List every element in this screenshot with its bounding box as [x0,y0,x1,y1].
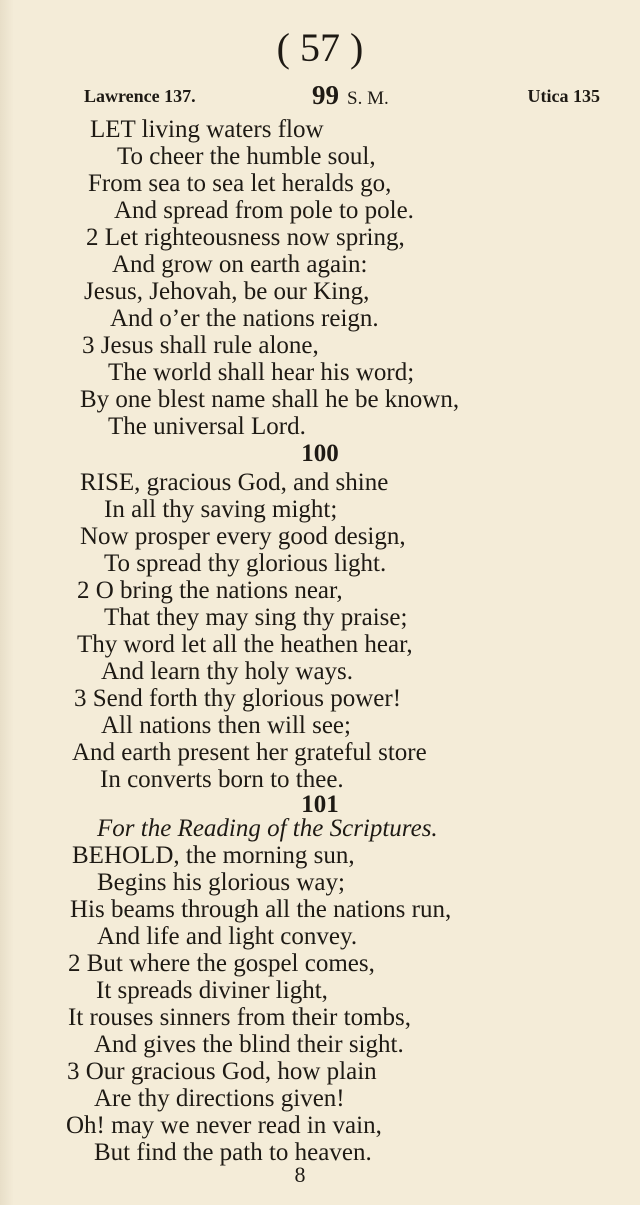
hymn-100-line-7: Thy word let all the heathen hear, [77,631,413,658]
meter: S. M. [347,88,389,109]
hymn-100-line-2: In all thy saving might; [104,496,338,523]
hymn-99-line-12: The universal Lord. [108,413,306,440]
hymn-101-line-8: And gives the blind their sight. [94,1031,404,1058]
hymn-101-line-2: Begins his glorious way; [97,869,345,896]
hymn-100-line-4: To spread thy glorious light. [104,550,387,577]
hymn-100-line-6: That they may sing thy praise; [104,604,408,631]
hymn-99-line-8: And o’er the nations reign. [110,305,379,332]
tune-right: Utica 135 [527,86,600,106]
hymn-99-line-6: And grow on earth again: [112,251,368,278]
hymn-101-line-4: And life and light convey. [97,923,358,950]
hymn-101-line-10: Are thy directions given! [94,1085,345,1112]
hymn-101-line-11: Oh! may we never read in vain, [66,1112,382,1139]
hymn-101-line-6: It spreads diviner light, [96,977,328,1004]
hymn-100-line-9: 3 Send forth thy glorious power! [74,685,402,712]
page-number: ( 57 ) [276,25,364,70]
hymn-101-line-5: 2 But where the gospel comes, [68,950,375,977]
hymn-100-line-8: And learn thy holy ways. [101,658,354,685]
hymn-99-line-9: 3 Jesus shall rule alone, [82,332,319,359]
hymn-99-line-7: Jesus, Jehovah, be our King, [84,278,370,305]
hymn-100-line-11: And earth present her grateful store [72,739,427,766]
hymn-100-line-3: Now prosper every good design, [80,523,406,550]
hymn-100-line-12: In converts born to thee. [100,766,344,793]
hymn-99-line-5: 2 Let righteousness now spring, [86,224,405,251]
hymn-99-line-11: By one blest name shall he be known, [80,386,460,413]
hymn-99-line-3: From sea to sea let heralds go, [88,170,392,197]
hymn-number-100: 100 [301,440,339,467]
hymn-number-99: 99 [312,80,339,110]
hymn-100-line-5: 2 O bring the nations near, [77,577,343,604]
hymn-101-line-1: BEHOLD, the morning sun, [72,842,355,869]
tune-left: Lawrence 137. [84,86,196,106]
hymn-100-line-1: RISE, gracious God, and shine [80,469,389,496]
hymn-99-line-4: And spread from pole to pole. [114,197,414,224]
hymn-101-line-9: 3 Our gracious God, how plain [67,1058,377,1085]
hymn-101-line-12: But find the path to heaven. [94,1139,372,1166]
hymn-99-line-10: The world shall hear his word; [108,359,415,386]
hymn-number-101: 101 [301,791,339,818]
hymn-99-heading [312,80,389,111]
hymn-101-line-7: It rouses sinners from their tombs, [68,1004,412,1031]
hymn-101-line-3: His beams through all the nations run, [70,896,452,923]
hymn-99-line-2: To cheer the humble soul, [117,143,376,170]
hymn-100-line-10: All nations then will see; [101,712,351,739]
hymn-99-line-1: LET living waters flow [90,116,324,143]
signature-mark: 8 [294,1162,306,1187]
hymn-header [84,80,600,110]
hymn-101-subtitle: For the Reading of the Scriptures. [97,815,438,842]
